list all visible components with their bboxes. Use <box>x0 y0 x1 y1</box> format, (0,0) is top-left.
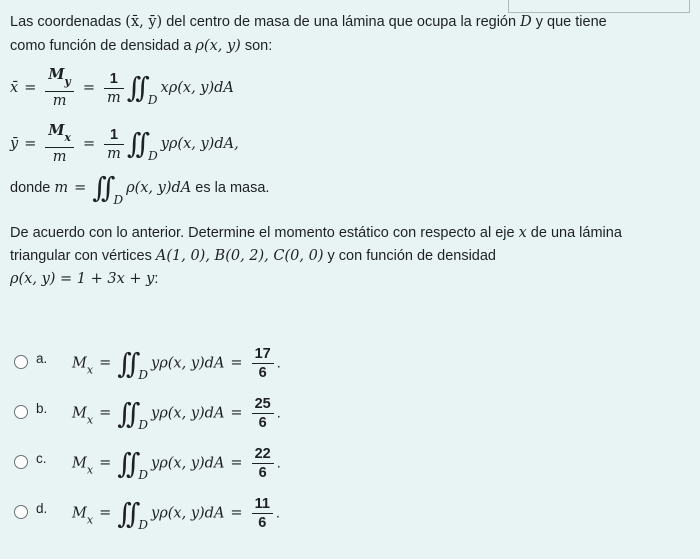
answer-num: 22 <box>252 445 274 464</box>
mass-symbol: m <box>52 93 67 109</box>
mass-symbol: m <box>54 180 69 196</box>
answer-den: 6 <box>258 415 267 431</box>
integral-region: D <box>138 368 149 383</box>
moment-symbol: M <box>48 66 65 83</box>
intro-line-1 <box>10 12 607 32</box>
coef-den: m <box>106 89 121 106</box>
answer-den: 6 <box>258 515 267 531</box>
mass-symbol: m <box>52 149 67 165</box>
axis-math: x <box>518 225 527 241</box>
intro-text: del centro de masa de una lámina que ocupa la región <box>162 14 521 30</box>
moment-subscript: x <box>86 513 94 527</box>
option-formula: $M_x$ = ∫∫ $_D$yρ(x, y)dA = $\frac{17}{6}$ . <box>72 346 281 383</box>
radio-button[interactable] <box>14 455 28 469</box>
formula-ybar: ȳ = $\frac{M_x}{m}$ = $\frac{1}{m}$ ∫∫ $_D$yρ(x, y)dA, <box>10 122 239 165</box>
answer-fraction <box>252 395 274 432</box>
integrand: yρ(x, y)dA <box>151 405 225 422</box>
double-integral: ∫∫ <box>117 397 135 430</box>
mass-suffix: es la masa. <box>191 180 270 196</box>
intro-text: son: <box>240 38 273 54</box>
double-integral: ∫∫ <box>117 347 135 380</box>
answer-den: 6 <box>258 465 267 481</box>
formula-xbar: x̄ = $\frac{M_y}{m}$ = $\frac{1}{m}$ ∫∫ $_D$xρ(x, y)dA <box>10 66 234 109</box>
integrand: xρ(x, y)dA <box>160 79 234 96</box>
moment-symbol: M <box>72 405 87 422</box>
question-text: de una lámina <box>526 225 622 241</box>
coef-fraction <box>104 126 124 163</box>
answer-num: 17 <box>252 345 274 364</box>
coords-math: (x̄, ȳ) <box>125 14 163 30</box>
question-text: triangular con vértices <box>10 248 156 264</box>
option-letter: b. <box>36 401 48 416</box>
double-integral: ∫∫ <box>126 71 144 104</box>
radio-button[interactable] <box>14 505 28 519</box>
integral-region: D <box>148 148 158 163</box>
option-letter: c. <box>36 451 47 466</box>
moment-subscript: x <box>86 463 94 477</box>
answer-fraction <box>252 495 273 532</box>
xbar-symbol: x̄ <box>10 79 19 96</box>
intro-text: Las coordenadas <box>10 14 126 30</box>
double-integral: ∫∫ <box>126 127 145 160</box>
radio-button[interactable] <box>14 405 28 419</box>
density-math: ρ(x, y) <box>195 38 241 54</box>
integrand: ρ(x, y)dA <box>126 180 192 196</box>
integrand: yρ(x, y)dA <box>151 505 225 522</box>
radio-button[interactable] <box>14 355 28 369</box>
mass-prefix: donde <box>10 180 55 196</box>
question-line-3 <box>10 269 158 289</box>
integral-region: D <box>147 92 158 107</box>
moment-symbol: M <box>72 355 87 372</box>
integral-region: D <box>113 193 124 207</box>
double-integral: ∫∫ <box>117 497 135 530</box>
coef-den: m <box>107 145 121 162</box>
integral-region: D <box>138 418 149 433</box>
answer-den: 6 <box>258 365 267 381</box>
double-integral: ∫∫ <box>117 447 135 480</box>
formula-mass: donde m = ∫∫ $_D$ρ(x, y)dA es la masa. <box>10 171 270 207</box>
intro-line-2 <box>10 36 272 56</box>
moment-fraction <box>45 66 73 110</box>
integrand: yρ(x, y)dA <box>151 455 225 472</box>
question-text: y con función de densidad <box>323 248 496 264</box>
question-line-2 <box>10 246 496 266</box>
option-formula: $M_x$ = ∫∫ $_D$yρ(x, y)dA = $\frac{25}{6}$ . <box>72 396 281 433</box>
moment-subscript: x <box>86 413 94 427</box>
option-letter: a. <box>36 351 48 366</box>
moment-symbol: M <box>72 505 87 522</box>
ybar-symbol: ȳ <box>10 135 19 152</box>
coef-num: 1 <box>104 126 124 145</box>
integral-region: D <box>138 468 149 483</box>
question-text: De acuerdo con lo anterior. Determine el momento estático con respecto al eje <box>10 225 519 241</box>
answer-fraction <box>252 445 274 482</box>
intro-text: como función de densidad a <box>10 38 196 54</box>
integrand: yρ(x, y)dA <box>151 355 225 372</box>
moment-subscript: x <box>64 131 71 144</box>
coef-fraction <box>104 70 124 107</box>
moment-subscript: x <box>86 363 94 377</box>
moment-symbol: M <box>72 455 87 472</box>
density-equation: ρ(x, y) = 1 + 3x + y <box>10 271 155 287</box>
double-integral: ∫∫ <box>92 171 110 205</box>
integrand: yρ(x, y)dA, <box>160 135 239 152</box>
moment-symbol: M <box>48 122 65 139</box>
answer-num: 25 <box>252 395 274 414</box>
question-text: : <box>154 271 159 287</box>
answer-num: 11 <box>252 495 273 514</box>
vertices-math: A(1, 0), B(0, 2), C(0, 0) <box>155 248 324 264</box>
moment-fraction <box>45 122 74 166</box>
coef-num: 1 <box>104 70 124 89</box>
question-line-1 <box>10 223 622 243</box>
option-formula: $M_x$ = ∫∫ $_D$yρ(x, y)dA = $\frac{22}{6}$ . <box>72 446 281 483</box>
answer-fraction <box>252 345 274 382</box>
intro-text: y que tiene <box>531 14 607 30</box>
moment-subscript: y <box>64 75 71 88</box>
option-formula: $M_x$ = ∫∫ $_D$yρ(x, y)dA = $\frac{11}{6}$ . <box>72 496 280 533</box>
region-math: D <box>520 14 532 30</box>
integral-region: D <box>138 518 149 533</box>
option-letter: d. <box>36 501 48 516</box>
